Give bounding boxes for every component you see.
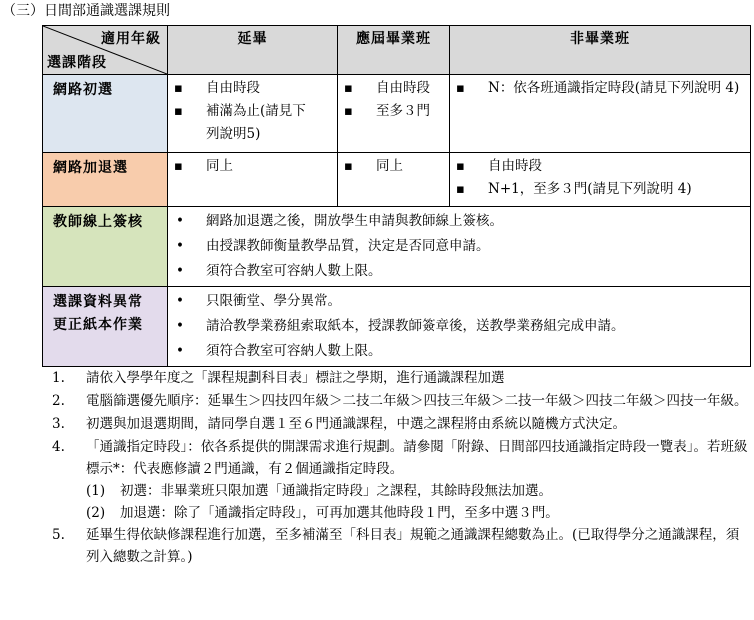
subnote-text: 加退選：除了「通識指定時段」，可再加選其他時段１門，至多中選３門。 <box>120 505 559 521</box>
subnote-text: 初選：非畢業班只限加選「通識指定時段」之課程，其餘時段無法加選。 <box>120 483 552 499</box>
note-item <box>52 390 752 412</box>
stage-teacher-approval: 教師線上簽核 <box>43 207 168 287</box>
subnote-item <box>52 480 752 502</box>
stage-add-drop: 網路加退選 <box>43 153 168 207</box>
list-item: • 由授課教師衡量教學品質，決定是否同意申請。 <box>176 234 746 259</box>
stage-line: 更正紙本作業 <box>53 317 143 333</box>
cell-add-drop-non-graduating <box>450 153 751 207</box>
table-row-initial <box>43 75 751 153</box>
note-text: 請依入學學年度之「課程規劃科目表」標註之學期，進行通識課程加選 <box>86 370 505 386</box>
cell-add-drop-graduating <box>338 153 450 207</box>
note-number: 1. <box>52 370 65 386</box>
list-item: ▪ 至多３門 <box>344 100 445 123</box>
corner-label-stage: 選課階段 <box>47 55 107 71</box>
list-item: • 須符合教室可容納人數上限。 <box>176 259 746 284</box>
table-row-paper-correction <box>43 287 751 367</box>
list-item: ▪ 自由時段 <box>344 77 445 100</box>
list-item: ▪ N+1，至多３門(請見下列說明 4) <box>456 178 746 201</box>
note-number: 5. <box>52 527 65 543</box>
section-title: （三）日間部通識選課規則 <box>2 3 170 19</box>
note-text: 「通識指定時段」：依各系提供的開課需求進行規劃。請參閱「附錄、日間部四技通識指定時段一覽表」。若班級標示*：代表應修讀２門通識，有２個通識指定時段。 <box>86 439 748 477</box>
subnote-number: (2) <box>86 505 106 521</box>
column-header-non-graduating: 非畢業班 <box>450 26 751 75</box>
note-text: 延畢生得依缺修課程進行加選，至多補滿至「科目表」規範之通識課程總數為止。(已取得學分之通識課程，須列入總數之計算。) <box>86 527 740 565</box>
stage-paper-correction <box>43 287 168 367</box>
list-item: ▪ 補滿為止(請見下列說明5) <box>174 100 333 146</box>
note-item <box>52 436 752 480</box>
note-number: 4. <box>52 439 65 455</box>
list-item: ▪ 同上 <box>174 155 333 178</box>
subnote-number: (1) <box>86 483 106 499</box>
cell-initial-extended <box>168 75 338 153</box>
list-item: ▪ 自由時段 <box>456 155 746 178</box>
list-item: ▪ 同上 <box>344 155 445 178</box>
note-item <box>52 524 752 568</box>
course-selection-rules-table <box>42 25 751 367</box>
cell-initial-non-graduating <box>450 75 751 153</box>
note-text: 初選與加退選期間，請同學自選１至６門通識課程，中選之課程將由系統以隨機方式決定。 <box>86 416 626 432</box>
note-number: 3. <box>52 416 65 432</box>
note-text: 電腦篩選優先順序：延畢生＞四技四年級＞二技二年級＞四技三年級＞二技一年級＞四技二年級＞四技一年級。 <box>86 393 748 409</box>
list-item: ▪ N：依各班通識指定時段(請見下列說明 4) <box>456 77 746 100</box>
header-row <box>43 26 751 75</box>
note-item <box>52 367 752 389</box>
column-header-extended: 延畢 <box>168 26 338 75</box>
note-number: 2. <box>52 393 65 409</box>
header-corner-cell <box>43 26 168 75</box>
cell-add-drop-extended <box>168 153 338 207</box>
stage-initial: 網路初選 <box>43 75 168 153</box>
corner-label-grade: 適用年級 <box>101 31 161 47</box>
list-item: • 須符合教室可容納人數上限。 <box>176 339 746 364</box>
list-item: • 只限衝堂、學分異常。 <box>176 289 746 314</box>
table-row-teacher-approval <box>43 207 751 287</box>
list-item: ▪ 自由時段 <box>174 77 333 100</box>
table-row-add-drop <box>43 153 751 207</box>
list-item: • 網路加退選之後，開放學生申請與教師線上簽核。 <box>176 209 746 234</box>
list-item: • 請洽教學業務組索取紙本，授課教師簽章後，送教學業務組完成申請。 <box>176 314 746 339</box>
notes-list <box>52 367 752 568</box>
note-item <box>52 413 752 435</box>
cell-initial-graduating <box>338 75 450 153</box>
cell-teacher-approval <box>168 207 751 287</box>
subnote-item <box>52 502 752 524</box>
cell-paper-correction <box>168 287 751 367</box>
stage-line: 選課資料異常 <box>53 294 143 310</box>
column-header-graduating: 應屆畢業班 <box>338 26 450 75</box>
